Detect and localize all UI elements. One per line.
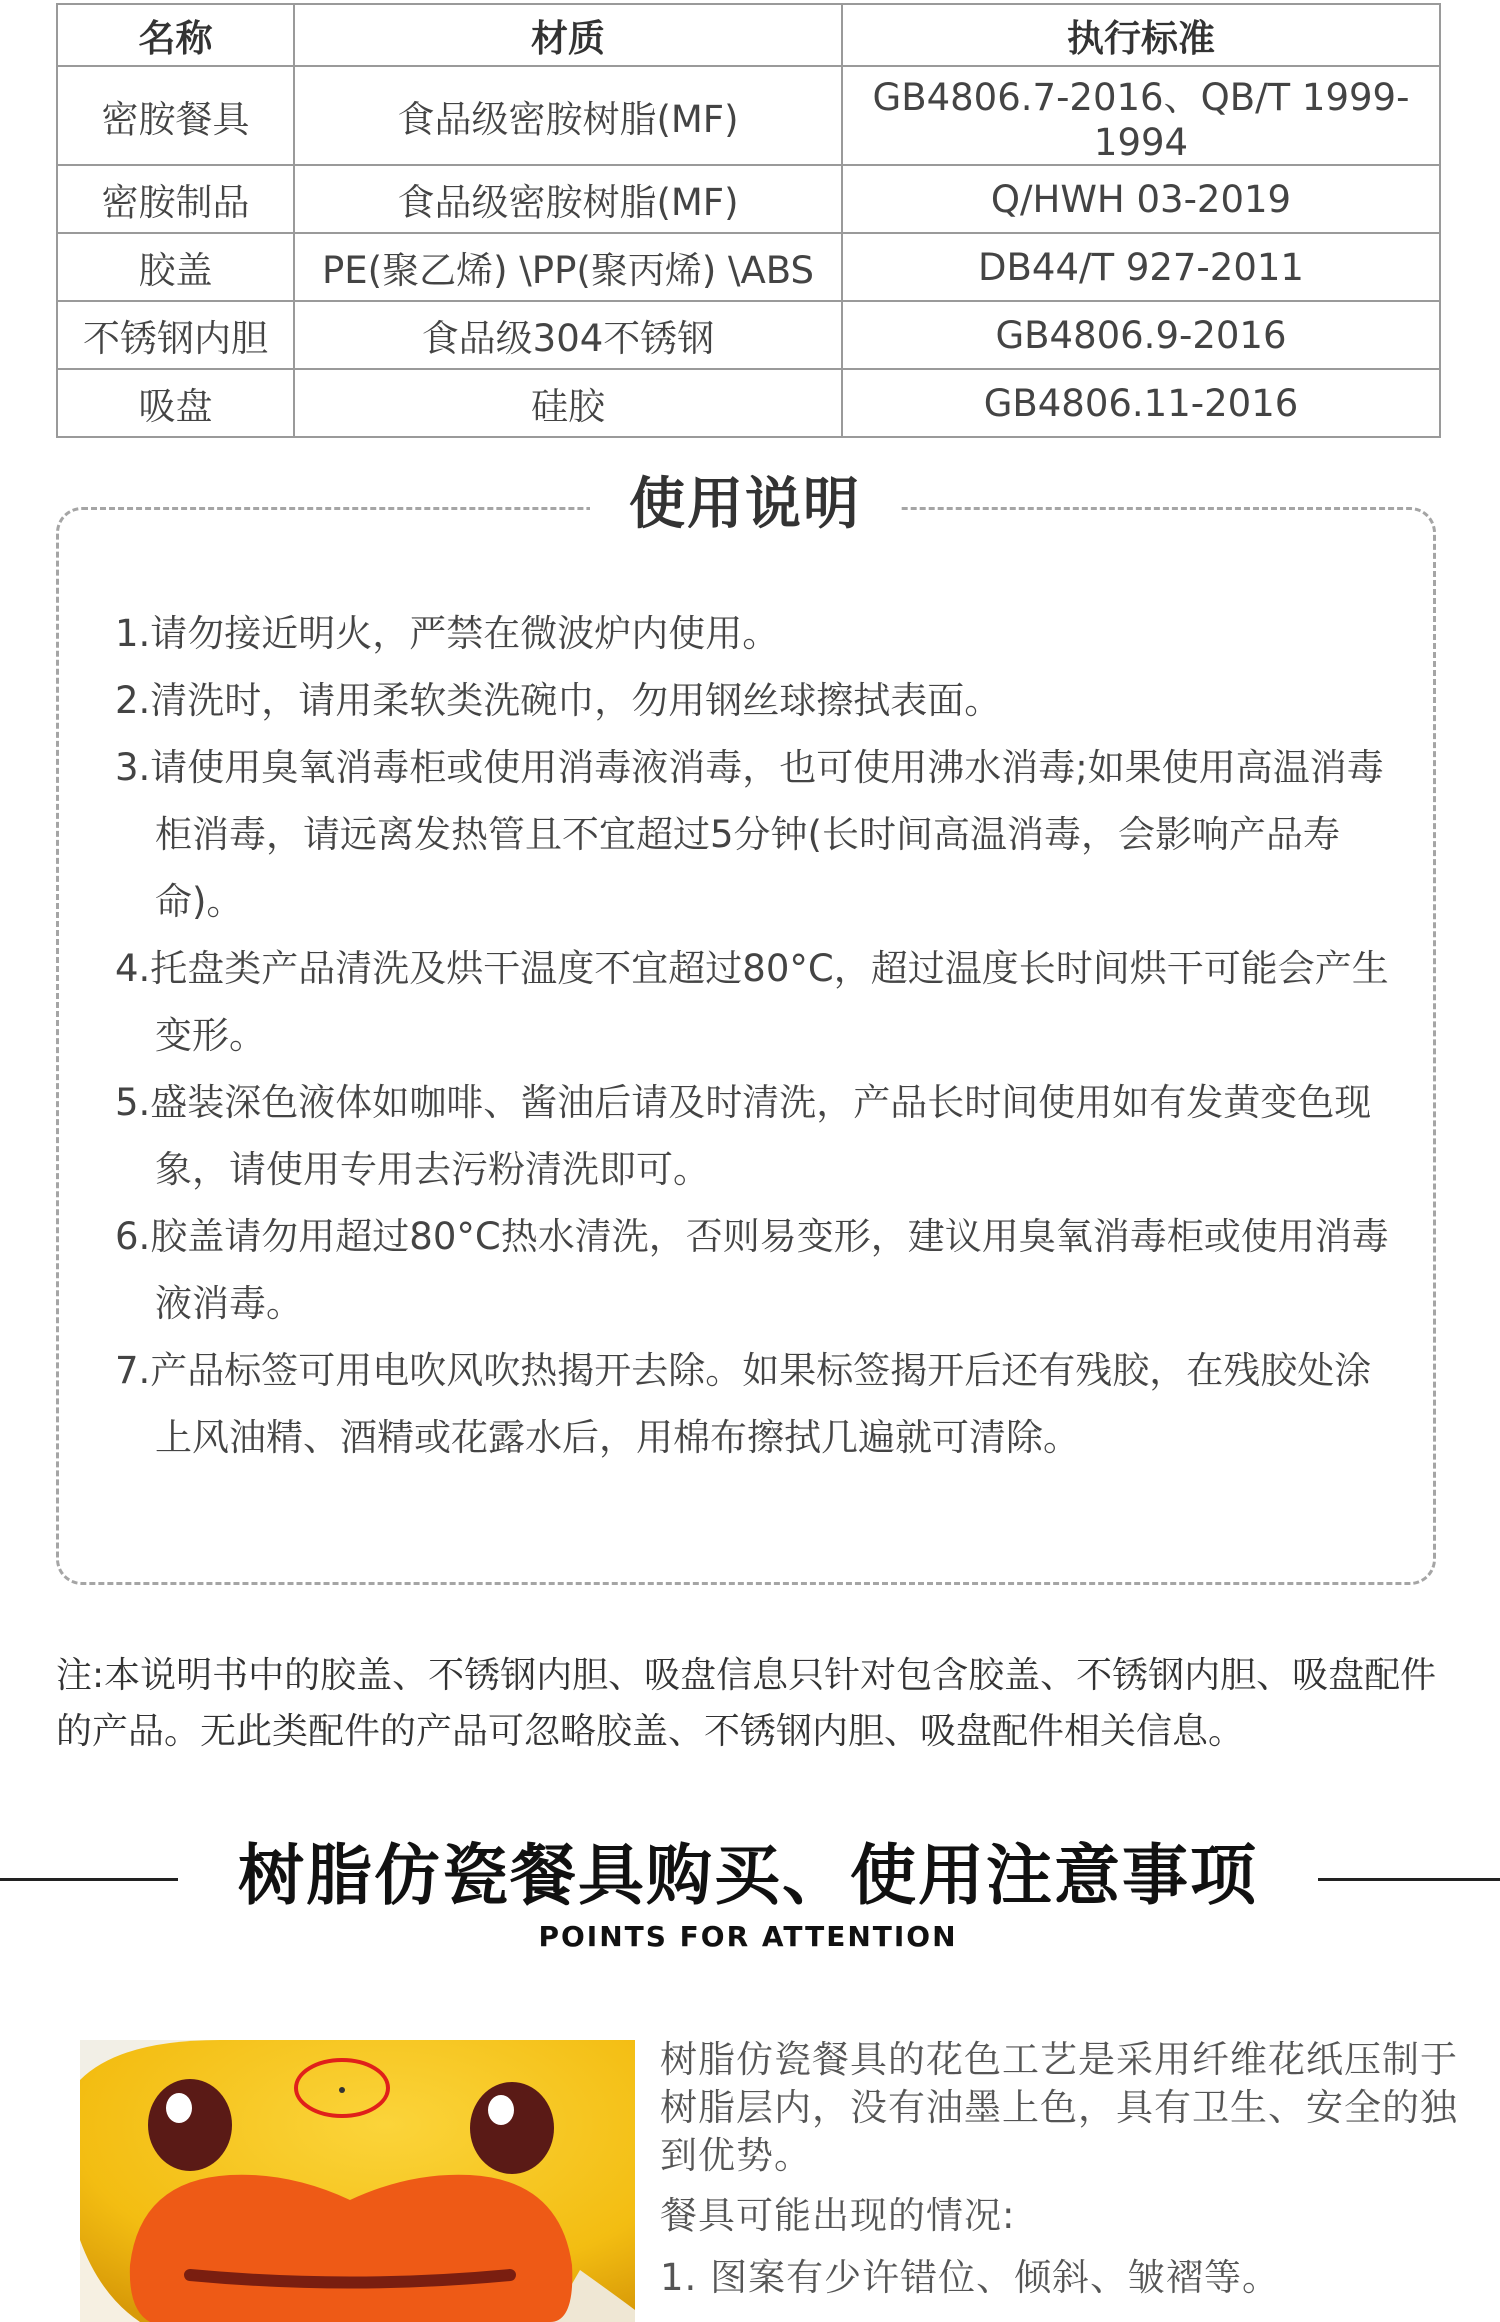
table-row bbox=[57, 66, 1440, 165]
list-item: 2.清洗时，请用柔软类洗碗巾，勿用钢丝球擦拭表面。 bbox=[115, 679, 1002, 722]
table-cell: Q/HWH 03-2019 bbox=[842, 165, 1440, 233]
table-cell: GB4806.11-2016 bbox=[842, 369, 1440, 437]
list-item: 3.请使用臭氧消毒柜或使用消毒液消毒，也可使用沸水消毒;如果使用高温消毒柜消毒，请远离发热管且不宜超过5分钟(长时间高温消毒，会影响产品寿命)。 bbox=[115, 746, 1384, 923]
situations-label: 餐具可能出现的情况: bbox=[660, 2194, 1016, 2237]
table-cell: 食品级密胺树脂(MF) bbox=[294, 66, 842, 165]
table-row bbox=[57, 233, 1440, 301]
list-item: 1. 图案有少许错位、倾斜、皱褶等。 bbox=[660, 2256, 1281, 2299]
attention-subtitle: POINTS FOR ATTENTION bbox=[538, 1920, 958, 1953]
table-header-row bbox=[57, 4, 1440, 66]
table-cell: 密胺餐具 bbox=[57, 66, 294, 165]
list-item: 5.盛装深色液体如咖啡、酱油后请及时清洗，产品长时间使用如有发黄变色现象，请使用专用去污粉清洗即可。 bbox=[115, 1081, 1372, 1191]
table-cell: GB4806.7-2016、QB/T 1999-1994 bbox=[842, 66, 1440, 165]
duck-plate-image bbox=[80, 2040, 635, 2322]
table-cell: DB44/T 927-2011 bbox=[842, 233, 1440, 301]
table-cell: 不锈钢内胆 bbox=[57, 301, 294, 369]
usage-title: 使用说明 bbox=[590, 462, 900, 548]
right-eye-icon bbox=[470, 2082, 554, 2174]
list-item: 4.托盘类产品清洗及烘干温度不宜超过80°C，超过温度长时间烘干可能会产生变形。 bbox=[115, 947, 1389, 1057]
table-row bbox=[57, 369, 1440, 437]
table-cell: 硅胶 bbox=[294, 369, 842, 437]
column-header: 执行标准 bbox=[842, 4, 1440, 66]
usage-list bbox=[115, 600, 1395, 1471]
attention-title: 树脂仿瓷餐具购买、使用注意事项 bbox=[238, 1837, 1258, 1914]
table-cell: 吸盘 bbox=[57, 369, 294, 437]
table-row bbox=[57, 301, 1440, 369]
list-item: 6.胶盖请勿用超过80°C热水清洗，否则易变形，建议用臭氧消毒柜或使用消毒液消毒。 bbox=[115, 1215, 1389, 1325]
accessory-note: 注:本说明书中的胶盖、不锈钢内胆、吸盘信息只针对包含胶盖、不锈钢内胆、吸盘配件的产品。无此类配件的产品可忽略胶盖、不锈钢内胆、吸盘配件相关信息。 bbox=[56, 1655, 1437, 1752]
table-cell: 食品级密胺树脂(MF) bbox=[294, 165, 842, 233]
table-cell: GB4806.9-2016 bbox=[842, 301, 1440, 369]
table-row bbox=[57, 165, 1440, 233]
resin-process-paragraph: 树脂仿瓷餐具的花色工艺是采用纤维花纸压制于树脂层内，没有油墨上色，具有卫生、安全的独到优势。 bbox=[660, 2038, 1458, 2177]
table-cell: 胶盖 bbox=[57, 233, 294, 301]
heading-rule-right bbox=[1318, 1878, 1500, 1881]
table-cell: 食品级304不锈钢 bbox=[294, 301, 842, 369]
column-header: 材质 bbox=[294, 4, 842, 66]
attention-description bbox=[660, 2036, 1460, 2302]
left-eye-icon bbox=[148, 2079, 232, 2171]
table-cell: 密胺制品 bbox=[57, 165, 294, 233]
list-item: 7.产品标签可用电吹风吹热揭开去除。如果标签揭开后还有残胶，在残胶处涂上风油精、酒精或花露水后，用棉布擦拭几遍就可清除。 bbox=[115, 1349, 1372, 1459]
list-item: 1.请勿接近明火，严禁在微波炉内使用。 bbox=[115, 612, 780, 655]
table-cell: PE(聚乙烯) \PP(聚丙烯) \ABS bbox=[294, 233, 842, 301]
material-standard-table bbox=[56, 3, 1441, 438]
heading-rule-left bbox=[0, 1878, 178, 1881]
column-header: 名称 bbox=[57, 4, 294, 66]
